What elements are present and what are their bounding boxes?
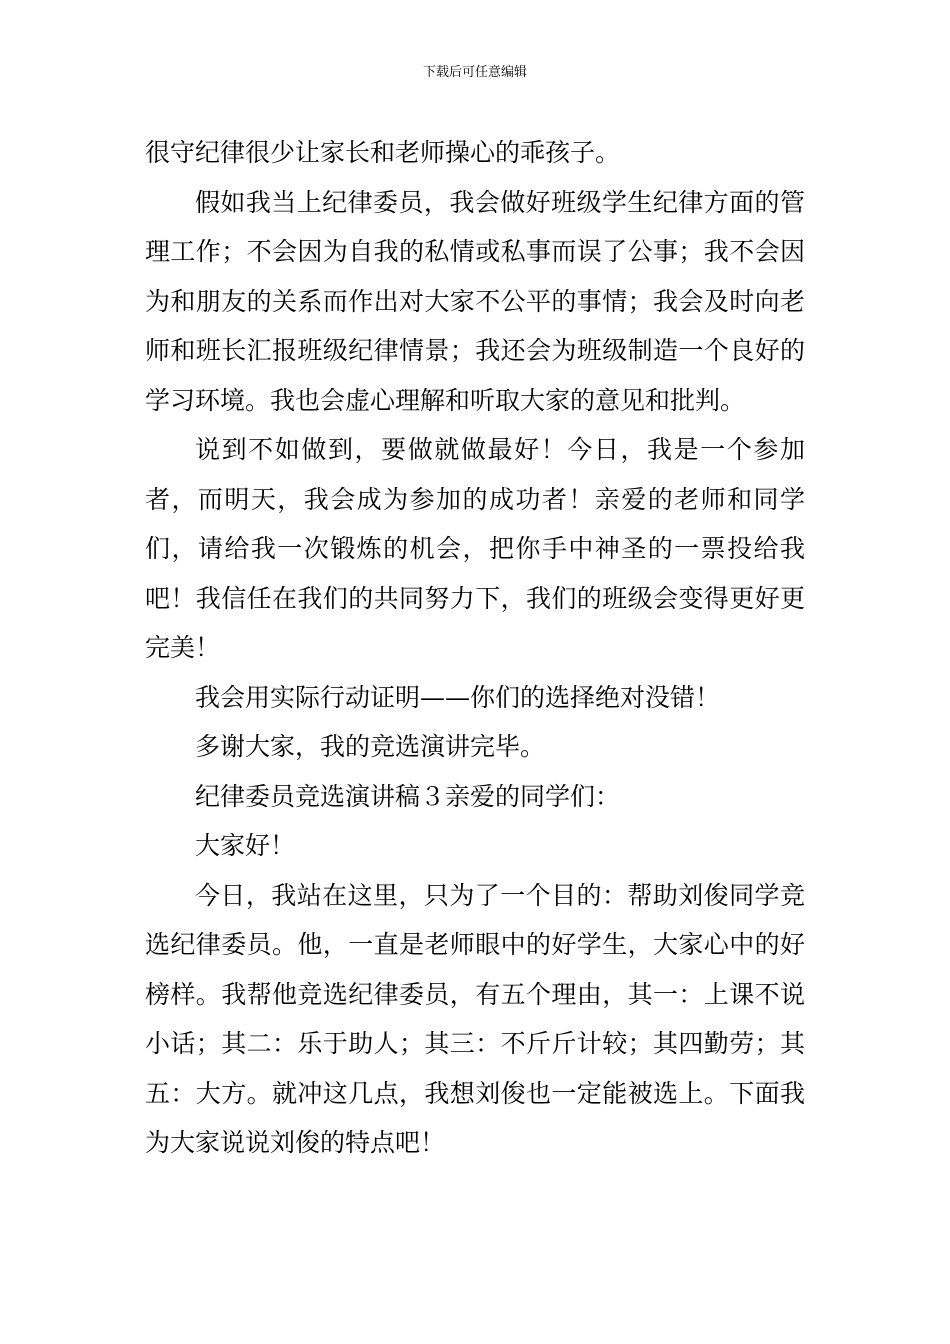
paragraph: 今日，我站在这里，只为了一个目的：帮助刘俊同学竞选纪律委员。他，一直是老师眼中的好学生，大家心中的好榜样。我帮他竞选纪律委员，有五个理由，其一：上课不说小话；其二：乐于助人；其三：不斤斤计较；其四勤劳；其五：大方。就冲这几点，我想刘俊也一定能被选上。下面我为大家说说刘俊的特点吧！ [145,880,805,1157]
page-header: 下载后可任意编辑 [422,65,527,80]
paragraph: 我会用实际行动证明——你们的选择绝对没错！ [195,682,721,712]
section-heading: 纪律委员竞选演讲稿３亲爱的同学们： [195,781,621,811]
paragraph: 说到不如做到，要做就做最好！今日，我是一个参加者，而明天，我会成为参加的成功者！亲爱的老师和同学们，请给我一次锻炼的机会，把你手中神圣的一票投给我吧！我信任在我们的共同努力下，我们的班级会变得更好更完美！ [145,435,805,662]
document-body [145,128,805,1168]
paragraph-continuation: 很守纪律很少让家长和老师操心的乖孩子。 [145,138,621,167]
paragraph: 多谢大家，我的竞选演讲完毕。 [195,732,546,761]
paragraph: 假如我当上纪律委员，我会做好班级学生纪律方面的管理工作；不会因为自我的私情或私事而误了公事；我不会因为和朋友的关系而作出对大家不公平的事情；我会及时向老师和班长汇报班级纪律情景；我还会为班级制造一个良好的学习环境。我也会虚心理解和听取大家的意见和批判。 [145,187,805,415]
greeting: 大家好！ [195,831,296,860]
